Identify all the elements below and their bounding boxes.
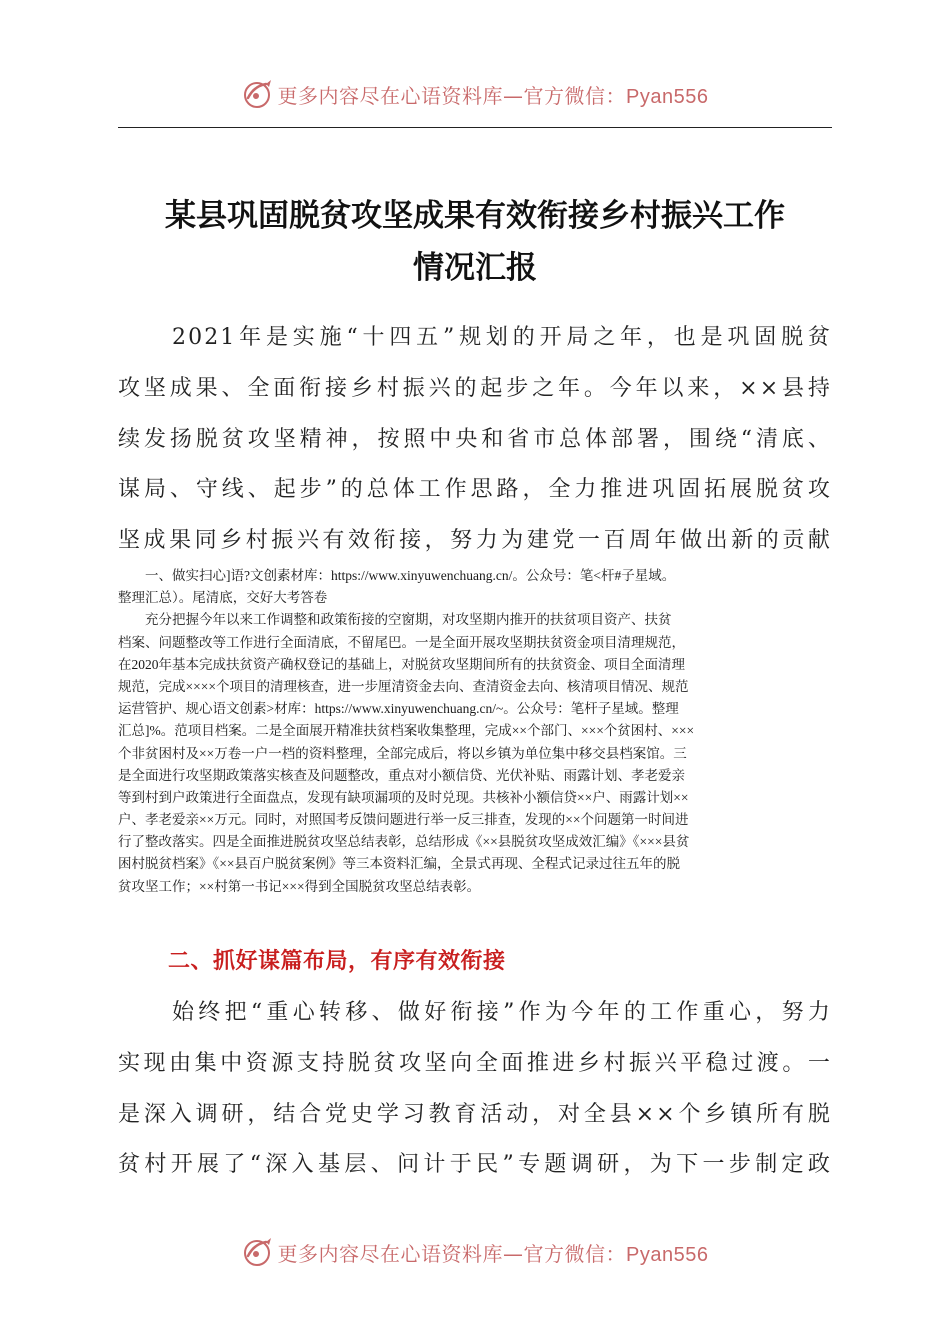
section-2-heading: 二、抓好谋篇布局，有序有效衔接 <box>168 949 506 974</box>
paragraph-line: 实现由集中资源支持脱贫攻坚向全面推进乡村振兴平稳过渡。一 <box>118 1050 832 1076</box>
header-divider <box>118 127 832 128</box>
paragraph-line: 是全面进行攻坚期政策落实核查及问题整改，重点对小额信贷、光伏补贴、雨露计划、孝老爱亲 <box>118 767 685 783</box>
paragraph-line: 等到村到户政策进行全面盘点，发现有缺项漏项的及时兑现。共核补小额信贷××户、雨露计划×× <box>118 789 689 805</box>
header-watermark <box>0 74 950 114</box>
footer-dash: — <box>503 1241 524 1266</box>
title-line-1: 某县巩固脱贫攻坚成果有效衔接乡村振兴工作 <box>165 198 785 234</box>
paragraph-line: 在2020年基本完成扶贫资产确权登记的基础上，对脱贫攻坚期间所有的扶贫资金、项目全面清理 <box>118 656 685 672</box>
header-wechat-id: Pyan556 <box>626 85 709 108</box>
paragraph-line: 续发扬脱贫攻坚精神，按照中央和省市总体部署，围绕“清底、 <box>118 426 832 452</box>
header-watermark-text: 更多内容尽在心语资料库 <box>277 83 504 108</box>
paragraph-line: 2021年是实施“十四五”规划的开局之年，也是巩固脱贫 <box>172 325 832 350</box>
paragraph-line: 困村脱贫档案》《××县百户脱贫案例》等三本资料汇编，全景式再现、全程式记录过往五年的脱 <box>118 856 680 872</box>
pen-logo-icon <box>242 1236 274 1268</box>
paragraph-line: 始终把“重心转移、做好衔接”作为今年的工作重心，努力 <box>172 1000 832 1025</box>
paragraph-line: 汇总]%。范项目档案。二是全面展开精准扶贫档案收集整理，完成××个部门、×××个贫困村、××× <box>118 723 695 739</box>
document-title <box>110 190 840 294</box>
paragraph-line: 是深入调研，结合党史学习教育活动，对全县××个乡镇所有脱 <box>118 1101 832 1127</box>
paragraph-line: 贫村开展了“深入基层、问计于民”专题调研，为下一步制定政 <box>118 1152 832 1178</box>
intro-paragraph <box>118 313 832 567</box>
footer-wechat-label: 官方微信： <box>523 1241 627 1266</box>
paragraph-line: 贫攻坚工作；××村第一书记×××得到全国脱贫攻坚总结表彰。 <box>118 878 481 894</box>
paragraph-line: 个非贫困村及××万卷一户一档的资料整理，全部完成后，将以乡镇为单位集中移交县档案馆。三 <box>118 745 687 761</box>
footer-watermark <box>0 1232 950 1272</box>
paragraph-line: 坚成果同乡村振兴有效衔接，努力为建党一百周年做出新的贡献 <box>118 528 832 554</box>
footer-watermark-text: 更多内容尽在心语资料库 <box>277 1241 504 1266</box>
paragraph-line: 行了整改落实。四是全面推进脱贫攻坚总结表彰，总结形成《××县脱贫攻坚成效汇编》《×××县贫 <box>118 834 690 850</box>
paragraph-line: 户、孝老爱亲××万元。同时，对照国考反馈问题进行举一反三排查，发现的××个问题第一时间进 <box>118 812 689 828</box>
title-line-2: 情况汇报 <box>413 250 537 286</box>
paragraph-line: 档案、问题整改等工作进行全面清底，不留尾巴。一是全面开展攻坚期扶贫资金项目清理规范， <box>118 634 685 650</box>
paragraph-line: 规范，完成××××个项目的清理核查，进一步厘清资金去向、查清资金去向、核清项目情况、规范 <box>118 678 689 694</box>
paragraph-line: 一、做实扫心]语?文创素材库：https://www.xinyuwenchuang.cn/。公众号：笔<杆#子星域。 <box>118 568 676 583</box>
pen-logo-icon <box>242 78 274 110</box>
footer-wechat-id: Pyan556 <box>626 1243 709 1266</box>
paragraph-line: 充分把握今年以来工作调整和政策衔接的空窗期，对攻坚期内推开的扶贫项目资产、扶贫 <box>118 612 672 628</box>
header-dash: — <box>503 83 524 108</box>
section-2-paragraph <box>118 988 832 1191</box>
paragraph-line: 运营管护、规心语文创素>材库：https://www.xinyuwenchuang.cn/~。公众号：笔杆子星域。整理 <box>118 701 679 717</box>
header-wechat-label: 官方微信： <box>523 83 627 108</box>
paragraph-line: 整理汇总）。尾清底，交好大考答卷 <box>118 590 328 606</box>
paragraph-line: 谋局、守线、起步”的总体工作思路，全力推进巩固拓展脱贫攻 <box>118 477 832 503</box>
section-1-paragraph <box>118 565 832 898</box>
paragraph-line: 攻坚成果、全面衔接乡村振兴的起步之年。今年以来，××县持 <box>118 375 832 401</box>
